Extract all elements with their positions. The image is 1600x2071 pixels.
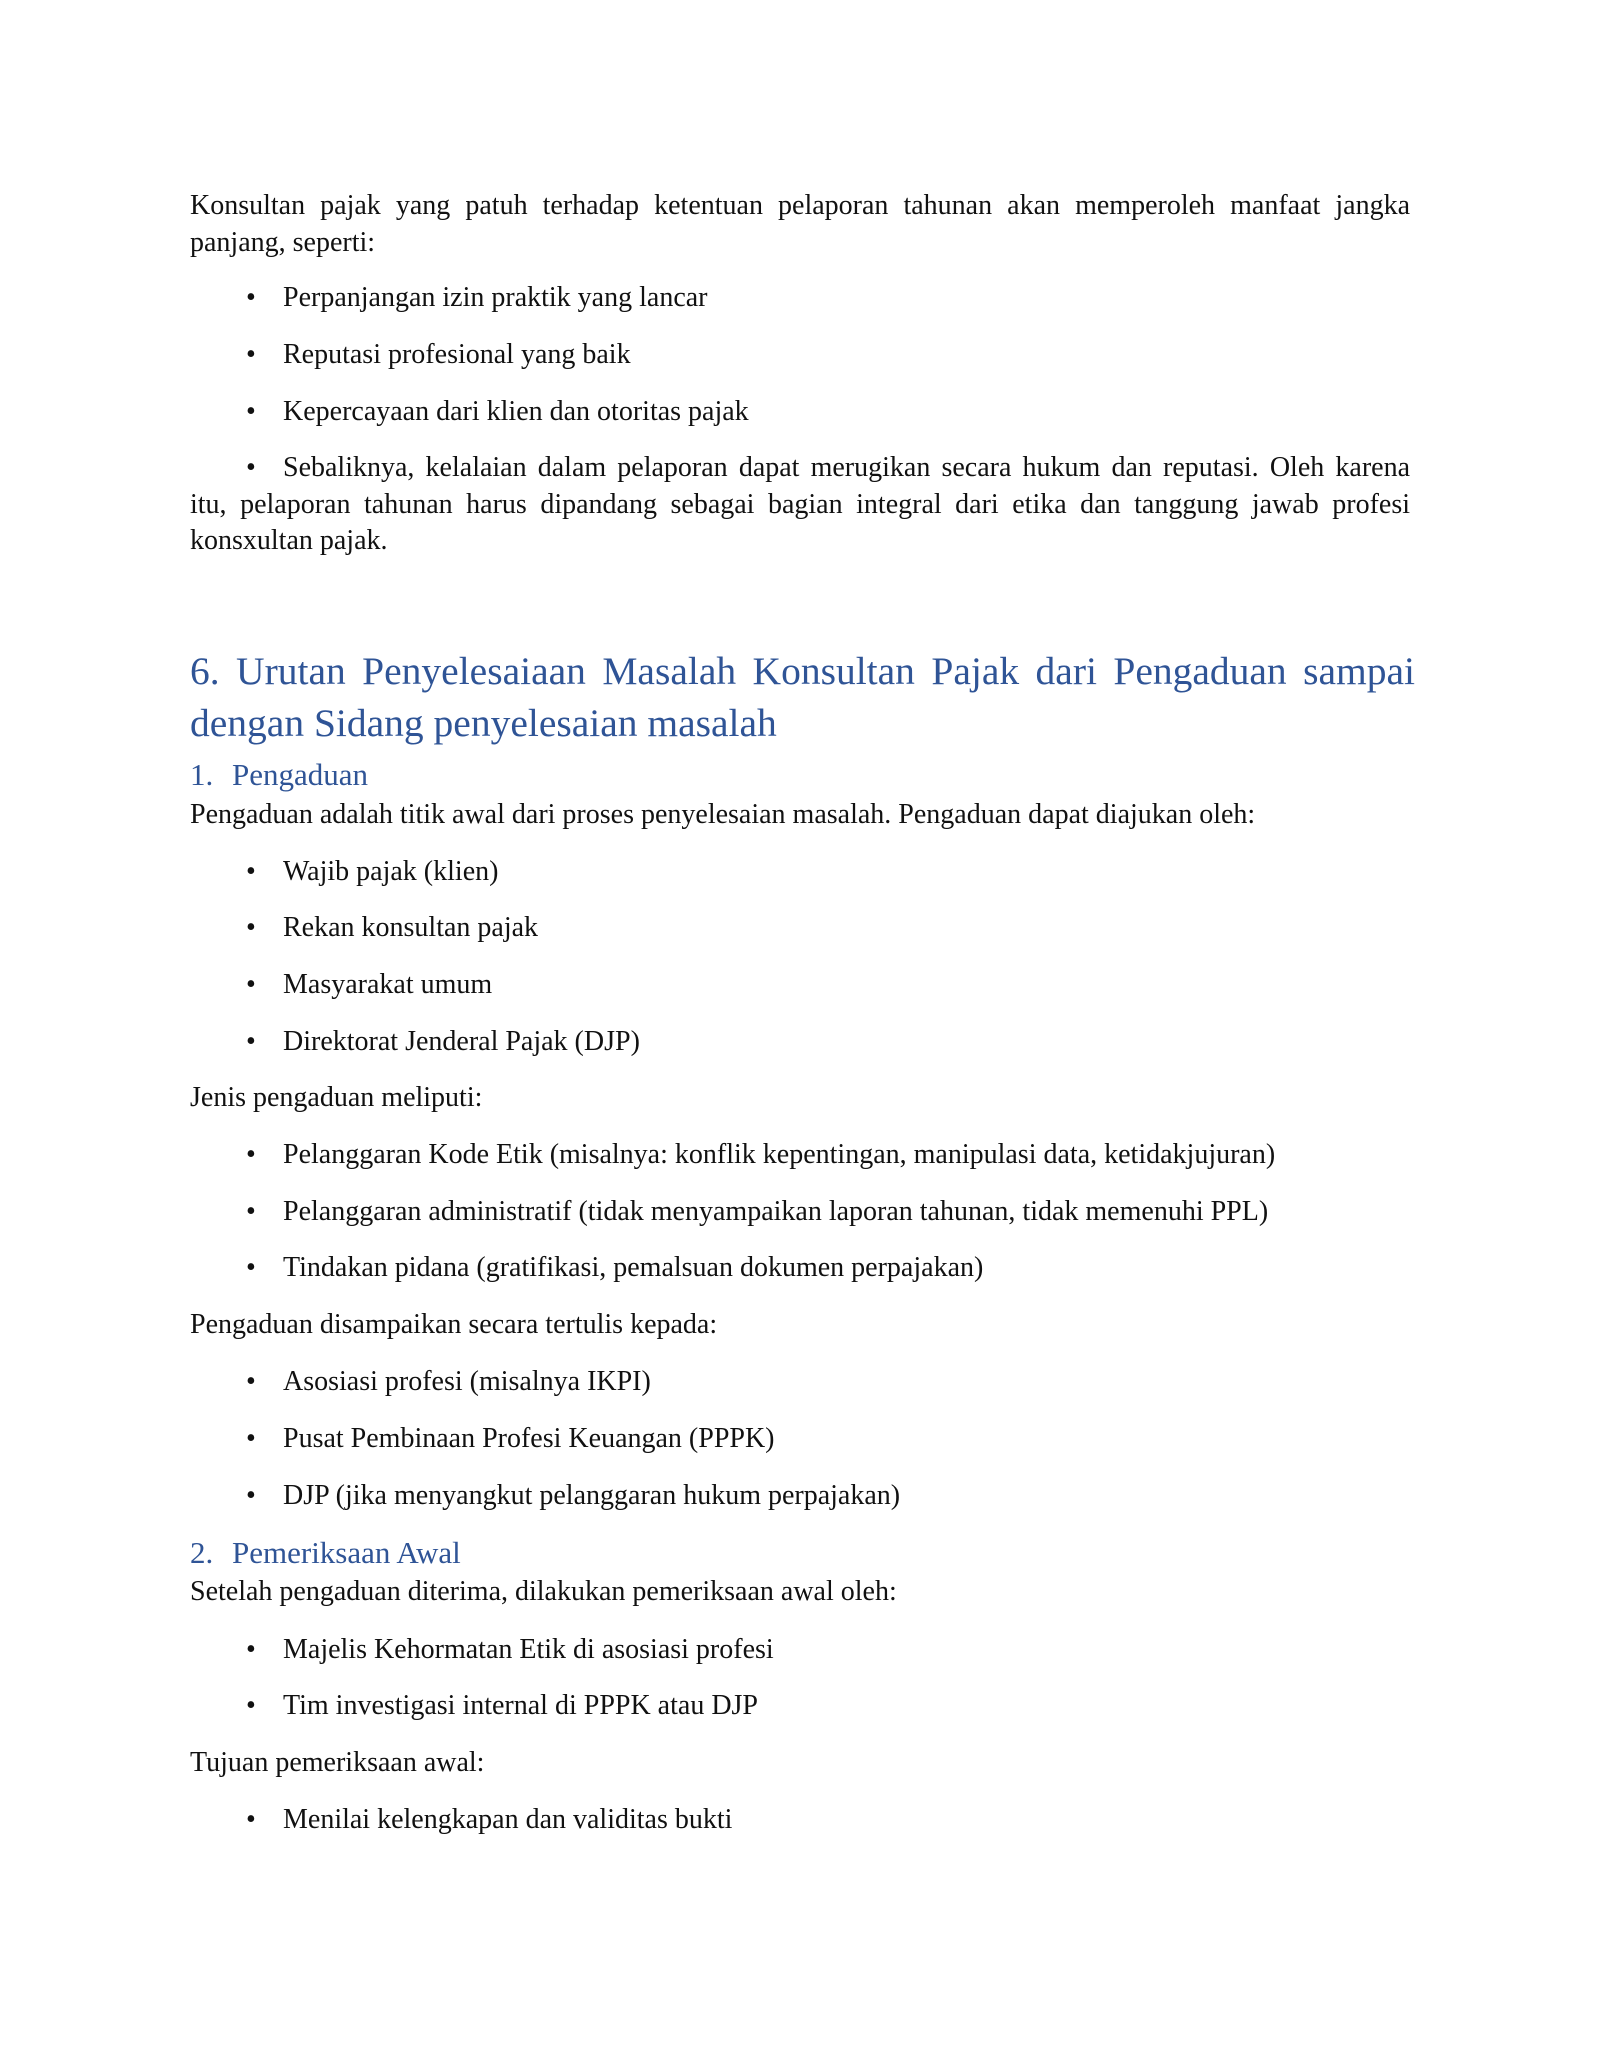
recipients-label: Pengaduan disampaikan secara tertulis kepada: [190,1309,718,1340]
conclusion-line-2: itu, pelaporan tahunan harus dipandang sebagai bagian integral dari etika dan tanggung jawab profesi [190,489,1410,520]
list-item-submitter: Rekan konsultan pajak [283,912,539,943]
bullet-icon: • [246,282,256,313]
list-item-benefit: Perpanjangan izin praktik yang lancar [283,282,708,313]
list-item-goal: Menilai kelengkapan dan validitas bukti [283,1804,733,1835]
bullet-icon: • [246,1139,256,1170]
list-item-examiner: Tim investigasi internal di PPPK atau DJP [283,1690,759,1721]
intro-paragraph-line-1: Konsultan pajak yang patuh terhadap ketentuan pelaporan tahunan akan memperoleh manfaat jangka [190,190,1410,221]
intro-paragraph-line-2: panjang, seperti: [190,227,376,258]
bullet-icon: • [246,969,256,1000]
subheading-pemeriksaan-awal [190,1533,461,1573]
bullet-icon: • [246,856,256,887]
conclusion-line-1: Sebaliknya, kelalaian dalam pelaporan dapat merugikan secara hukum dan reputasi. Oleh karena [283,452,1410,483]
bullet-icon: • [246,396,256,427]
bullet-icon: • [246,1196,256,1227]
conclusion-line-3: konsxultan pajak. [190,525,388,556]
section-heading-line-1: 6. Urutan Penyelesaiaan Masalah Konsultan Pajak dari Pengaduan sampai [190,649,1415,693]
bullet-icon: • [246,1804,256,1835]
list-item-benefit: Kepercayaan dari klien dan otoritas pajak [283,396,749,427]
list-item-complaint-type: Pelanggaran Kode Etik (misalnya: konflik kepentingan, manipulasi data, ketidakjujuran) [283,1139,1276,1170]
subheading-pengaduan [190,755,368,795]
list-item-submitter: Direktorat Jenderal Pajak (DJP) [283,1026,640,1057]
goals-label: Tujuan pemeriksaan awal: [190,1747,485,1778]
list-item-complaint-type: Pelanggaran administratif (tidak menyampaikan laporan tahunan, tidak memenuhi PPL) [283,1196,1269,1227]
bullet-icon: • [246,1252,256,1283]
subheading-number: 2. [190,1535,214,1570]
bullet-icon: • [246,912,256,943]
list-item-examiner: Majelis Kehormatan Etik di asosiasi profesi [283,1634,774,1665]
section-heading-line-2: dengan Sidang penyelesaian masalah [190,701,777,745]
types-label: Jenis pengaduan meliputi: [190,1082,483,1113]
pengaduan-intro: Pengaduan adalah titik awal dari proses penyelesaian masalah. Pengaduan dapat diajukan oleh: [190,799,1256,830]
subheading-number: 1. [190,757,214,792]
list-item-benefit: Reputasi profesional yang baik [283,339,631,370]
bullet-icon: • [246,1690,256,1721]
list-item-recipient: DJP (jika menyangkut pelanggaran hukum perpajakan) [283,1480,901,1511]
bullet-icon: • [246,452,256,483]
bullet-icon: • [246,1026,256,1057]
list-item-submitter: Wajib pajak (klien) [283,856,499,887]
list-item-submitter: Masyarakat umum [283,969,493,1000]
bullet-icon: • [246,1480,256,1511]
bullet-icon: • [246,1634,256,1665]
bullet-icon: • [246,339,256,370]
subheading-title: Pemeriksaan Awal [232,1535,461,1570]
list-item-recipient: Asosiasi profesi (misalnya IKPI) [283,1366,651,1397]
pemeriksaan-intro: Setelah pengaduan diterima, dilakukan pemeriksaan awal oleh: [190,1576,897,1607]
list-item-complaint-type: Tindakan pidana (gratifikasi, pemalsuan dokumen perpajakan) [283,1252,984,1283]
bullet-icon: • [246,1423,256,1454]
bullet-icon: • [246,1366,256,1397]
subheading-title: Pengaduan [232,757,369,792]
list-item-recipient: Pusat Pembinaan Profesi Keuangan (PPPK) [283,1423,775,1454]
